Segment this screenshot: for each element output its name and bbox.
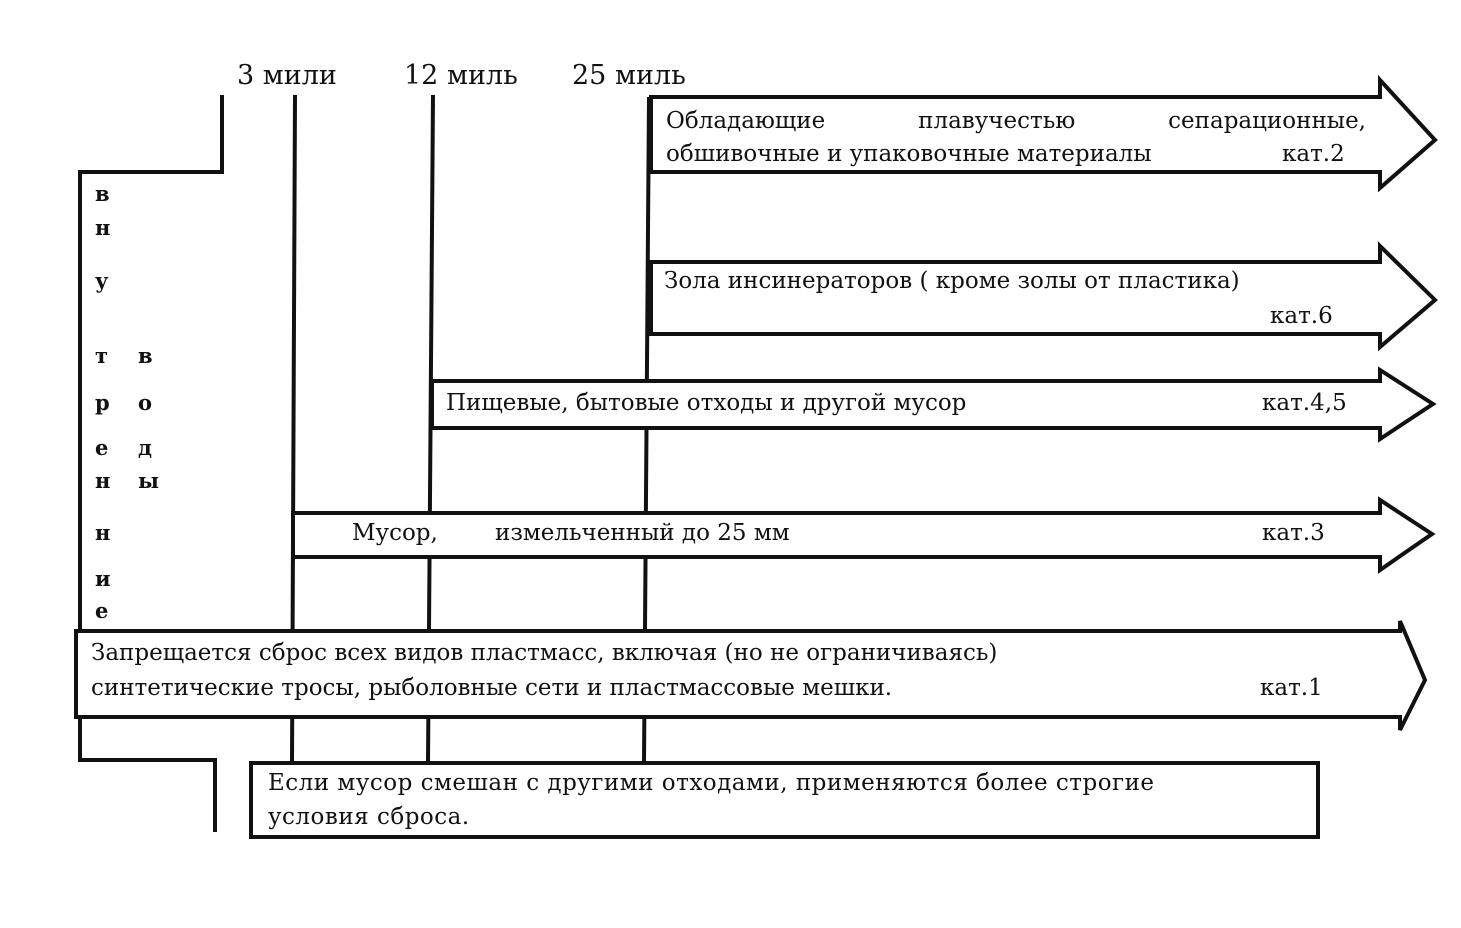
arrow-incinerator-ash	[651, 246, 1435, 347]
arrow-ground-category: кат.3	[1262, 520, 1325, 546]
arrow-food-label: Пищевые, бытовые отходы и другой мусор	[446, 390, 967, 416]
arrow-plastics-line2: синтетические тросы, рыболовные сети и пластмассовые мешки.	[91, 675, 893, 701]
zone-label-3-miles: 3 мили	[237, 60, 337, 91]
inland-letter: у	[95, 268, 109, 293]
arrow-food-category: кат.4,5	[1262, 390, 1347, 416]
arrow-ash-label: Зола инсинераторов ( кроме золы от пластика)	[664, 268, 1240, 294]
arrow-ground-label-a: Мусор,	[352, 520, 438, 546]
zone-label-25-miles: 25 миль	[572, 60, 686, 91]
inland-letter: о	[138, 390, 153, 415]
inland-letter: и	[95, 566, 111, 591]
inland-letter: в	[95, 181, 110, 206]
note-line1: Если мусор смешан с другими отходами, применяются более строгие	[268, 770, 1155, 796]
note-line2: условия сброса.	[268, 804, 470, 830]
inland-letter: д	[138, 435, 152, 460]
arrow-floating-word: Обладающие	[666, 108, 826, 134]
arrow-floating-label	[666, 108, 1366, 134]
arrow-plastics-line1: Запрещается сброс всех видов пластмасс, включая (но не ограничиваясь)	[91, 640, 998, 666]
arrow-plastics-category: кат.1	[1260, 675, 1323, 701]
arrow-ash-category: кат.6	[1270, 303, 1333, 329]
inland-letter: е	[95, 598, 109, 623]
arrow-floating-line2: обшивочные и упаковочные материалы	[666, 141, 1152, 167]
inland-letter: р	[95, 390, 110, 415]
arrow-floating-word: плавучестью	[918, 108, 1076, 134]
inland-letter: в	[138, 343, 153, 368]
arrow-floating-word: сепарационные,	[1168, 108, 1366, 134]
inland-letter: т	[95, 343, 109, 368]
inland-letter: ы	[138, 468, 160, 493]
inland-letter: н	[95, 520, 111, 545]
arrow-floating-category: кат.2	[1282, 141, 1345, 167]
inland-letter: е	[95, 435, 109, 460]
zone-label-12-miles: 12 миль	[404, 60, 518, 91]
arrow-floating-materials	[651, 80, 1435, 188]
arrow-ground-label-b: измельченный до 25 мм	[495, 520, 790, 546]
inland-letter: н	[95, 468, 111, 493]
inland-letter: н	[95, 215, 111, 240]
